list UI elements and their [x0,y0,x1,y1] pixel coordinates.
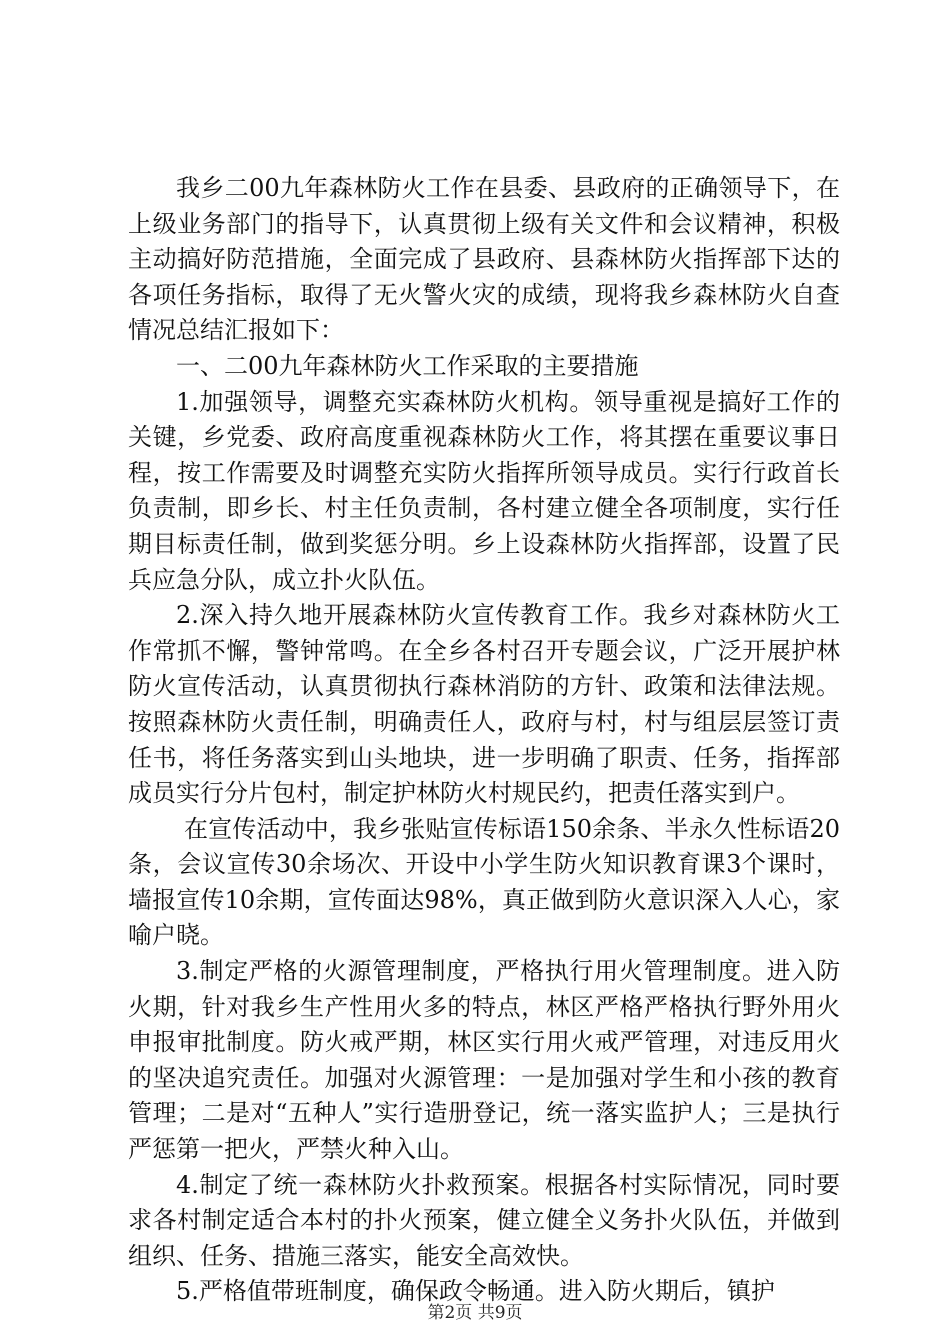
measure-3-paragraph: 3.制定严格的火源管理制度，严格执行用火管理制度。进入防火期，针对我乡生产性用火多的特点，林区严格严格执行野外用火申报审批制度。防火戒严期，林区实行用火戒严管理，对违反用火的坚决追究责任。加强对火源管理：一是加强对学生和小孩的教育管理；二是对“五种人”实行造册登记，统一落实监护人；三是执行严惩第一把火，严禁火种入山。 [128,957,840,1164]
section-heading: 一、二00九年森林防火工作采取的主要措施 [176,351,639,380]
document-body [128,171,840,1310]
page-number-footer: 第2页 共9页 [427,1303,523,1323]
measure-1-paragraph: 1.加强领导，调整充实森林防火机构。领导重视是搞好工作的关键，乡党委、政府高度重视森林防火工作，将其摆在重要议事日程，按工作需要及时调整充实防火指挥所领导成员。实行行政首长负责制，即乡长、村主任负责制，各村建立健全各项制度，实行任期目标责任制，做到奖惩分明。乡上设森林防火指挥部，设置了民兵应急分队，成立扑火队伍。 [128,387,840,594]
measure-5-paragraph: 5.严格值带班制度，确保政令畅通。进入防火期后，镇护 [176,1277,775,1306]
intro-paragraph: 我乡二00九年森林防火工作在县委、县政府的正确领导下，在上级业务部门的指导下，认真贯彻上级有关文件和会议精神，积极主动搞好防范措施，全面完成了县政府、县森林防火指挥部下达的各项任务指标，取得了无火警火灾的成绩，现将我乡森林防火自查情况总结汇报如下： [128,174,840,345]
measure-4-paragraph: 4.制定了统一森林防火扑救预案。根据各村实际情况，同时要求各村制定适合本村的扑火预案，健立健全义务扑火队伍，并做到组织、任务、措施三落实，能安全高效快。 [128,1170,840,1270]
measure-2-paragraph: 2.深入持久地开展森林防火宣传教育工作。我乡对森林防火工作常抓不懈，警钟常鸣。在全乡各村召开专题会议，广泛开展护林防火宣传活动，认真贯彻执行森林消防的方针、政策和法律法规。按照森林防火责任制，明确责任人，政府与村，村与组层层签订责任书，将任务落实到山头地块，进一步明确了职责、任务，指挥部成员实行分片包村，制定护林防火村规民约，把责任落实到户。 [128,601,840,808]
publicity-paragraph: 在宣传活动中，我乡张贴宣传标语150余条、半永久性标语20条，会议宣传30余场次、开设中小学生防火知识教育课3个课时，墙报宣传10余期，宣传面达98%，真正做到防火意识深入人心，家喻户晓。 [128,814,840,950]
